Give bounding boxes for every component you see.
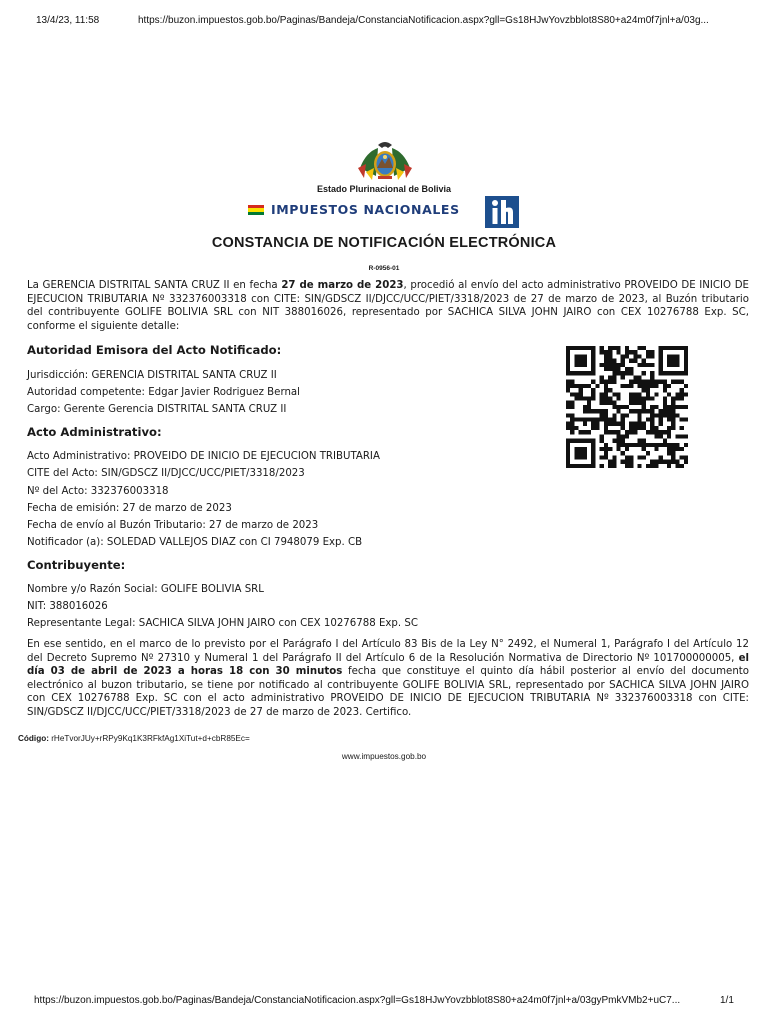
nombre-line: Nombre y/o Razón Social: GOLIFE BOLIVIA SRL — [27, 584, 264, 595]
autoridad-line: Autoridad competente: Edgar Javier Rodriguez Bernal — [27, 387, 300, 398]
intro-text-2: , procedió al envío del acto administrativo PROVEIDO DE INICIO DE EJECUCION TRIBUTARIA Nº 332376003318 con CITE: SIN/GDSCZ II/DJCC/UCC/PIET/3318/2023 de 27 de marzo de 2023, al Buzón tributario del contribuyente GOLIFE BOLIVIA SRL con NIT 388016026, representado por SACHICA SILVA JOHN JAIRO con CEX 10276788 Exp. SC, conforme el siguiente detalle: — [27, 280, 749, 332]
numero-acto-line: Nº del Acto: 332376003318 — [27, 486, 169, 497]
fecha-envio-line: Fecha de envío al Buzón Tributario: 27 de marzo de 2023 — [27, 520, 319, 531]
qr-code-icon — [566, 346, 688, 468]
document-title: CONSTANCIA DE NOTIFICACIÓN ELECTRÓNICA — [211, 235, 557, 251]
intro-date: 27 de marzo de 2023 — [281, 280, 404, 291]
website-label: www.impuestos.gob.bo — [341, 752, 427, 761]
impuestos-ii-logo-icon — [485, 196, 519, 228]
acto-heading: Acto Administrativo: — [27, 425, 162, 439]
cargo-line: Cargo: Gerente Gerencia DISTRITAL SANTA CRUZ II — [27, 404, 287, 415]
intro-text-1: La GERENCIA DISTRITAL SANTA CRUZ II en fecha — [27, 280, 282, 291]
print-page-count: 1/1 — [720, 995, 734, 1006]
bolivia-coat-of-arms-icon — [356, 138, 414, 184]
codigo-line — [18, 734, 250, 743]
estado-plurinacional-label: Estado Plurinacional de Bolivia — [316, 184, 452, 194]
impuestos-logo — [248, 196, 520, 228]
codigo-value: rHeTvorJUy+rRPy9Kq1K3RFkfAg1XiTut+d+cbR85Ec= — [51, 734, 250, 743]
document-code: R-0956-01 — [368, 265, 400, 272]
nit-line: NIT: 388016026 — [27, 601, 108, 612]
bolivia-flag-icon — [248, 205, 264, 215]
closing-text-1: En ese sentido, en el marco de lo previsto por el Parágrafo I del Artículo 83 Bis de la Ley N° 2492, el Numeral 1, Parágrafo I del Artículo 12 del Decreto Supremo Nº 27310 y Numeral 1 del Parágrafo II del Artículo 6 de la Resolución Normativa de Directorio Nº 101700000005, — [27, 639, 749, 664]
cite-line: CITE del Acto: SIN/GDSCZ II/DJCC/UCC/PIET/3318/2023 — [27, 468, 305, 479]
fecha-emision-line: Fecha de emisión: 27 de marzo de 2023 — [27, 503, 232, 514]
intro-paragraph — [27, 279, 749, 333]
acto-line: Acto Administrativo: PROVEIDO DE INICIO DE EJECUCION TRIBUTARIA — [27, 451, 380, 462]
print-url-bottom: https://buzon.impuestos.gob.bo/Paginas/Bandeja/ConstanciaNotificacion.aspx?gll=Gs18HJwYovzbblot8S80+a24m0f7jnl+a/03gyPmkVMb2+uC7... — [34, 995, 681, 1006]
contribuyente-heading: Contribuyente: — [27, 558, 126, 572]
impuestos-nacionales-label: IMPUESTOS NACIONALES — [271, 202, 460, 217]
closing-paragraph — [27, 638, 749, 720]
print-datetime: 13/4/23, 11:58 — [36, 15, 100, 26]
closing-bold-date: el día 03 de abril de 2023 a horas 18 con 30 minutos — [27, 652, 749, 678]
autoridad-heading: Autoridad Emisora del Acto Notificado: — [27, 343, 282, 357]
closing-text-2: fecha que constituye el quinto día hábil posterior al envío del documento electrónico al buzon tributario, se tiene por notificado al contribuyente GOLIFE BOLIVIA SRL, representado por SACHICA SILVA JOHN JAIRO con CEX 10276788 Exp. SC con el acto administrativo PROVEIDO DE INICIO DE EJECUCION TRIBUTARIA Nº 332376003318 con CITE: SIN/GDSCZ II/DJCC/UCC/PIET/3318/2023 de 27 de marzo de 2023. Certifico. — [27, 666, 750, 718]
representante-line: Representante Legal: SACHICA SILVA JOHN JAIRO con CEX 10276788 Exp. SC — [27, 618, 418, 629]
notificador-line: Notificador (a): SOLEDAD VALLEJOS DIAZ con CI 7948079 Exp. CB — [27, 537, 363, 548]
jurisdiccion-line: Jurisdicción: GERENCIA DISTRITAL SANTA CRUZ II — [27, 370, 277, 381]
codigo-label: Código: — [18, 734, 49, 743]
print-url-top: https://buzon.impuestos.gob.bo/Paginas/Bandeja/ConstanciaNotificacion.aspx?gll=Gs18HJwYovzbblot8S80+a24m0f7jnl+a/03g... — [138, 15, 709, 26]
